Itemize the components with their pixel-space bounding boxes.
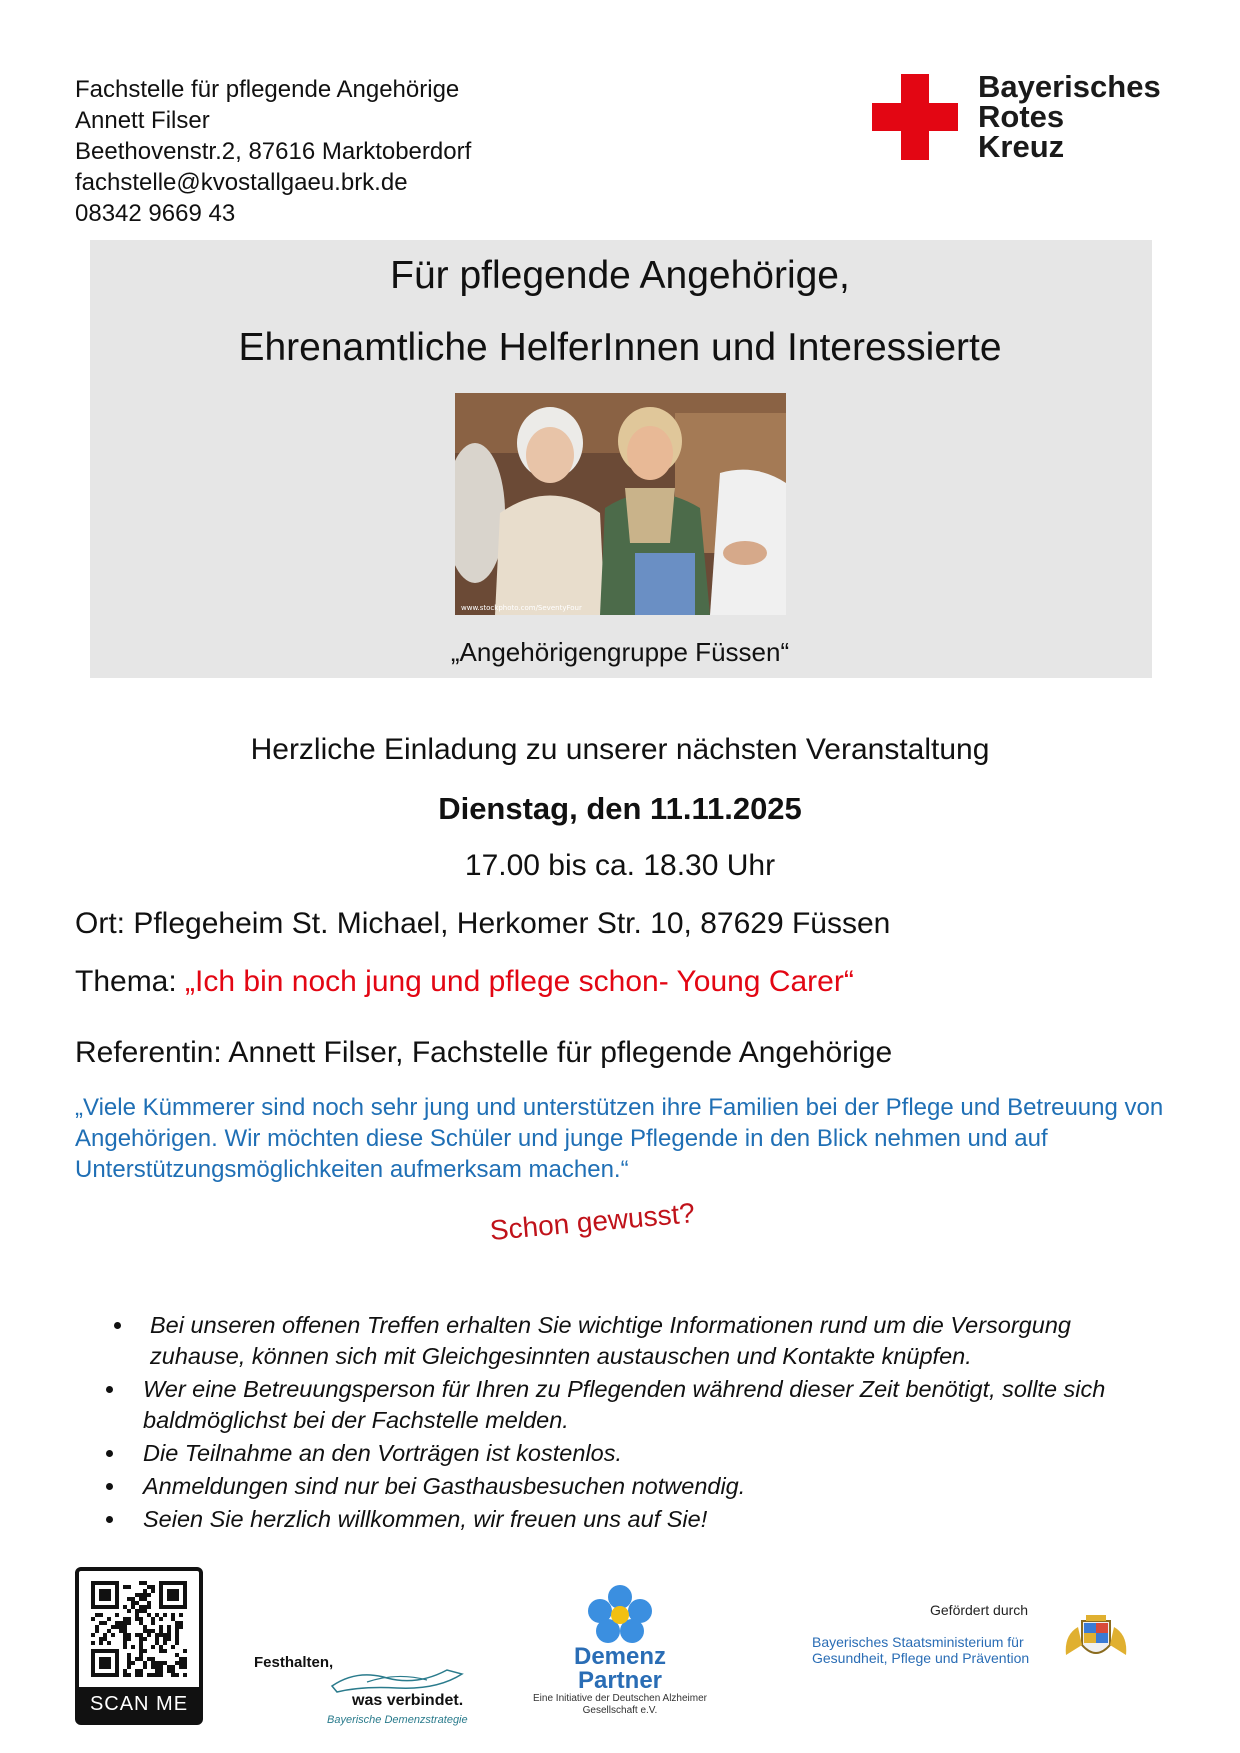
brk-logo-text: Bayerisches Rotes Kreuz	[978, 69, 1161, 164]
banner-title-line1: Für pflegende Angehörige,	[390, 254, 850, 297]
photo-two-women	[455, 393, 786, 615]
list-item: Bei unseren offenen Treffen erhalten Sie wichtige Informationen rund um die Versorgung zuhause, können sich mit Gleichgesinnten austauschen und Kontakte knüpfen.	[100, 1310, 1160, 1372]
bullet-icon	[114, 1322, 121, 1329]
bullet-icon	[106, 1450, 113, 1457]
hands-icon	[327, 1664, 467, 1694]
photo-caption: „Angehörigengruppe Füssen“	[450, 637, 790, 667]
forget-me-not-icon	[586, 1585, 654, 1645]
list-item: Die Teilnahme an den Vorträgen ist kostenlos.	[100, 1438, 1160, 1469]
invitation-text: Herzliche Einladung zu unserer nächsten Veranstaltung	[250, 733, 990, 766]
contact-address: Beethovenstr.2, 87616 Marktoberdorf	[75, 138, 472, 165]
list-item: Seien Sie herzlich willkommen, wir freuen uns auf Sie!	[100, 1504, 1160, 1535]
banner-title-line2: Ehrenamtliche HelferInnen und Interessierte	[238, 326, 1002, 369]
qr-code-icon	[91, 1581, 187, 1677]
bullet-icon	[106, 1516, 113, 1523]
topic-title: „Ich bin noch jung und pflege schon- Young Carer“	[185, 965, 854, 998]
info-heading: Schon gewusst?	[488, 1197, 696, 1246]
qr-label: SCAN ME	[79, 1687, 199, 1721]
event-speaker: Referentin: Annett Filser, Fachstelle für pflegende Angehörige	[75, 1036, 893, 1069]
info-list	[100, 1310, 1160, 1537]
event-location: Ort: Pflegeheim St. Michael, Herkomer Str. 10, 87629 Füssen	[75, 907, 891, 940]
topic-label: Thema:	[75, 965, 186, 998]
svg-text:www.stockphoto.com/SeventyFour: www.stockphoto.com/SeventyFour	[461, 604, 582, 612]
contact-email[interactable]: fachstelle@kvostallgaeu.brk.de	[75, 169, 408, 196]
brk-logo	[872, 69, 1172, 164]
event-time: 17.00 bis ca. 18.30 Uhr	[464, 849, 776, 882]
contact-block	[75, 74, 471, 229]
list-item: Wer eine Betreuungsperson für Ihren zu Pflegenden während dieser Zeit benötigt, sollte sich baldmöglichst bei der Fachstelle melden.	[100, 1374, 1160, 1436]
qr-code[interactable]	[75, 1567, 203, 1725]
contact-phone: 08342 9669 43	[75, 200, 236, 227]
event-topic	[75, 965, 854, 999]
bullet-icon	[106, 1386, 113, 1393]
list-item: Anmeldungen sind nur bei Gasthausbesuchen notwendig.	[100, 1471, 1160, 1502]
bavarian-coat-of-arms-icon	[1060, 1615, 1132, 1667]
event-quote: „Viele Kümmerer sind noch sehr jung und unterstützen ihre Familien bei der Pflege und Betreuung von Angehörigen. Wir möchten diese Schüler und junge Pflegende in den Blick nehmen und auf Unterstützungsmöglichkeiten aufmerksam machen.“	[75, 1094, 1164, 1183]
bullet-icon	[106, 1483, 113, 1490]
red-cross-icon	[872, 74, 958, 160]
contact-name: Annett Filser	[75, 107, 210, 134]
event-date: Dienstag, den 11.11.2025	[438, 791, 802, 826]
ministry-name: Bayerisches Staatsministerium für Gesundheit, Pflege und Prävention	[812, 1634, 1030, 1666]
contact-office: Fachstelle für pflegende Angehörige	[75, 76, 460, 103]
funding-label: Gefördert durch	[930, 1602, 1029, 1618]
demenz-partner-logo: Demenz Partner Eine Initiative der Deutschen Alzheimer Gesellschaft e.V.	[530, 1585, 710, 1725]
demenzstrategie-logo: Festhalten, was verbindet. Bayerische Demenzstrategie	[254, 1654, 468, 1726]
